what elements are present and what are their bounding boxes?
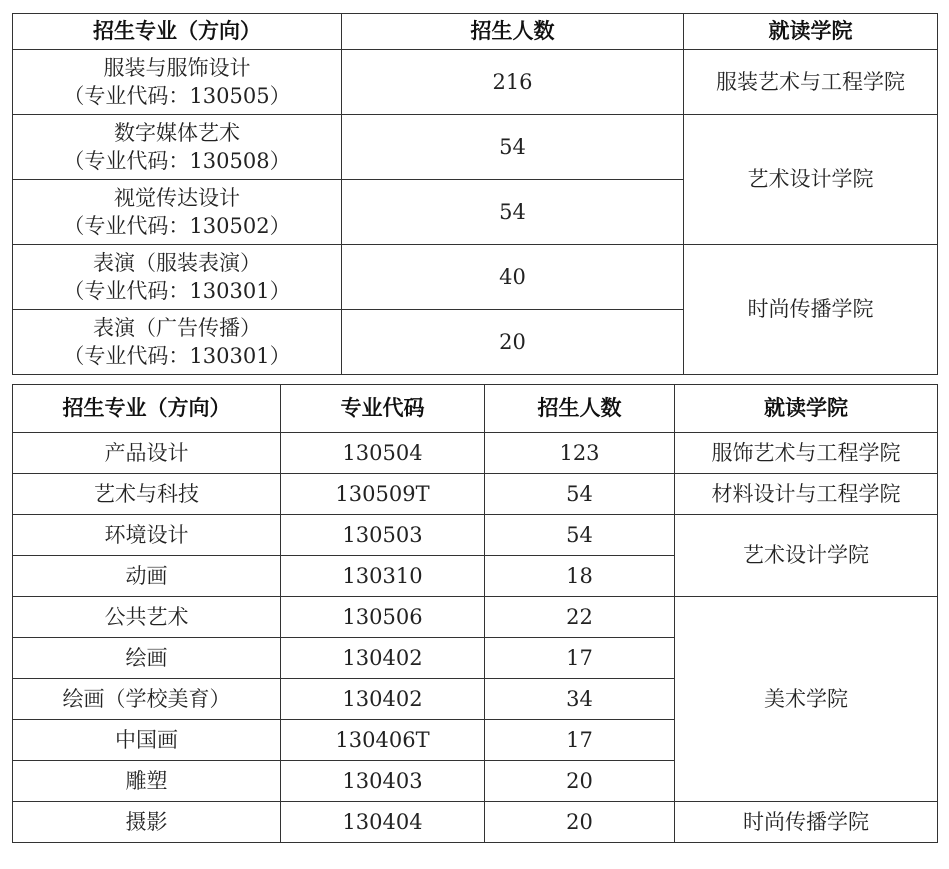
code-cell: 130406T [281,720,485,761]
major-name: 服装与服饰设计 [103,55,251,80]
code-cell: 130402 [281,679,485,720]
enrollment-table-1 [12,13,938,375]
major-code: （专业代码：130508） [63,149,291,173]
count-cell: 216 [342,50,684,115]
major-code: （专业代码：130301） [63,344,291,368]
major-cell: 产品设计 [13,433,281,474]
count-cell: 22 [485,597,675,638]
count-cell: 17 [485,720,675,761]
code-cell: 130509T [281,474,485,515]
header-code: 专业代码 [281,385,485,433]
college-cell: 艺术设计学院 [675,515,938,597]
count-cell: 20 [342,310,684,375]
major-cell: 绘画 [13,638,281,679]
count-cell: 17 [485,638,675,679]
code-cell: 130404 [281,802,485,843]
header-college: 就读学院 [675,385,938,433]
table-row [13,433,938,474]
count-cell: 54 [485,474,675,515]
code-cell: 130403 [281,761,485,802]
college-cell: 艺术设计学院 [684,115,938,245]
count-cell: 34 [485,679,675,720]
header-major: 招生专业（方向） [13,14,342,50]
major-code: （专业代码：130301） [63,279,291,303]
table-row [13,474,938,515]
enrollment-table-2 [12,384,938,843]
major-cell: 公共艺术 [13,597,281,638]
code-cell: 130402 [281,638,485,679]
header-college: 就读学院 [684,14,938,50]
major-name: 数字媒体艺术 [114,120,240,145]
major-cell [13,310,342,375]
count-cell: 54 [342,115,684,180]
major-cell: 中国画 [13,720,281,761]
major-name: 表演（服装表演） [93,250,261,275]
major-cell: 环境设计 [13,515,281,556]
code-cell: 130504 [281,433,485,474]
header-count: 招生人数 [485,385,675,433]
college-cell: 时尚传播学院 [684,245,938,375]
major-cell: 雕塑 [13,761,281,802]
code-cell: 130310 [281,556,485,597]
major-cell: 绘画（学校美育） [13,679,281,720]
table-row [13,245,938,310]
table-row [13,515,938,556]
table-row [13,50,938,115]
major-cell [13,50,342,115]
code-cell: 130503 [281,515,485,556]
major-cell: 动画 [13,556,281,597]
major-cell [13,115,342,180]
college-cell: 服装艺术与工程学院 [684,50,938,115]
table-row [13,115,938,180]
header-major: 招生专业（方向） [13,385,281,433]
major-code: （专业代码：130505） [63,84,291,108]
major-cell: 摄影 [13,802,281,843]
table-row [13,802,938,843]
count-cell: 18 [485,556,675,597]
count-cell: 123 [485,433,675,474]
college-cell: 美术学院 [675,597,938,802]
major-cell: 艺术与科技 [13,474,281,515]
college-cell: 服饰艺术与工程学院 [675,433,938,474]
header-count: 招生人数 [342,14,684,50]
college-cell: 时尚传播学院 [675,802,938,843]
count-cell: 40 [342,245,684,310]
major-name: 视觉传达设计 [114,185,240,210]
major-cell [13,180,342,245]
college-cell: 材料设计与工程学院 [675,474,938,515]
major-name: 表演（广告传播） [93,315,261,340]
count-cell: 54 [342,180,684,245]
major-cell [13,245,342,310]
table-header-row [13,14,938,50]
major-code: （专业代码：130502） [63,214,291,238]
count-cell: 20 [485,761,675,802]
table-header-row [13,385,938,433]
count-cell: 54 [485,515,675,556]
count-cell: 20 [485,802,675,843]
table-row [13,597,938,638]
code-cell: 130506 [281,597,485,638]
